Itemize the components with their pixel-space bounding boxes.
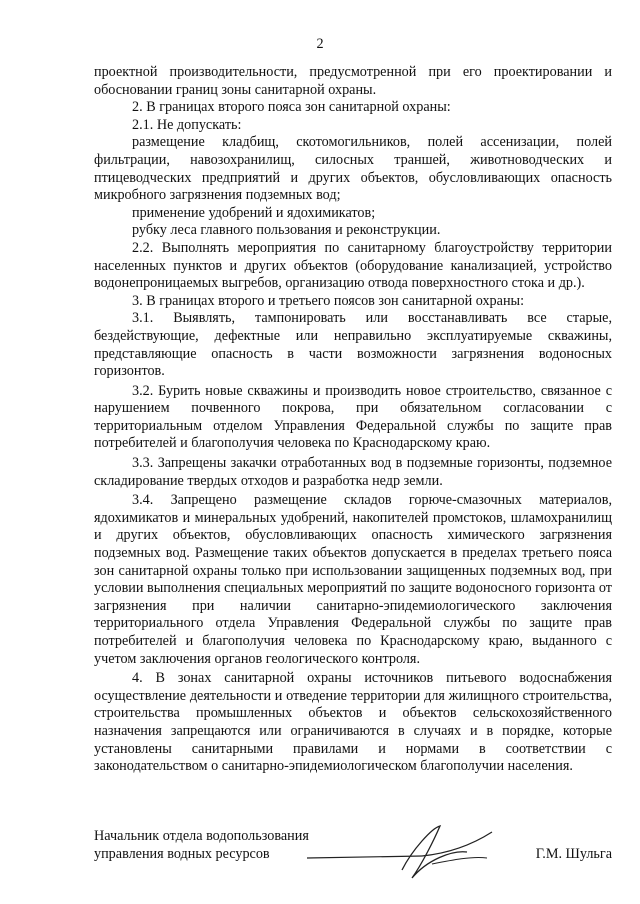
paragraph: 2. В границах второго пояса зон санитарной охраны: <box>132 99 451 116</box>
paragraph: 3.2. Бурить новые скважины и производить новое строительство, связанное с нарушением почвенного покрова, при обязательном согласовании с территориальным отделом Управления Федеральной службы по защите прав потребителей и благополучия человека по Краснодарскому краю. <box>94 382 612 452</box>
paragraph: 3.3. Запрещены закачки отработанных вод в подземные горизонты, подземное складирование твердых отходов и разработка недр земли. <box>94 455 612 489</box>
paragraph: проектной производительности, предусмотренной при его проектировании и обосновании границ зоны санитарной охраны. <box>94 64 612 98</box>
paragraph: 2.2. Выполнять мероприятия по санитарному благоустройству территории населенных пунктов и других объектов (оборудование канализацией, устройство водонепроницаемых выгребов, организацию отвода поверхностного стока и др.). <box>94 239 612 292</box>
signatory-role-line: управления водных ресурсов <box>94 845 270 862</box>
signatory-role-line: Начальник отдела водопользования <box>94 828 309 844</box>
paragraph: рубку леса главного пользования и реконструкции. <box>132 222 441 239</box>
page-number: 2 <box>316 36 324 52</box>
paragraph: 3. В границах второго и третьего поясов зон санитарной охраны: <box>132 292 525 309</box>
paragraph: 4. В зонах санитарной охраны источников питьевого водоснабжения осуществление деятельности и отведение территории для жилищного строительства, строительства промышленных объектов и объектов сельскохозяйственного назначения запрещаются или ограничиваются в случаях и в порядке, которые установлены санитарными правилами и нормами в соответствии с законодательством о санитарно-эпидемиологическом благополучии населения. <box>94 670 612 775</box>
paragraph: применение удобрений и ядохимикатов; <box>132 204 376 221</box>
paragraph: размещение кладбищ, скотомогильников, полей ассенизации, полей фильтрации, навозохранилищ, силосных траншей, животноводческих и птицеводческих предприятий и других объектов, обусловливающих опасность микробного загрязнения подземных вод; <box>94 134 612 204</box>
document-body <box>94 64 612 776</box>
signature-block <box>94 828 612 868</box>
paragraph: 3.4. Запрещено размещение складов горюче-смазочных материалов, ядохимикатов и минеральных удобрений, накопителей промстоков, шламохранилищ и других объектов, обусловливающих опасность химического загрязнения подземных вод. Размещение таких объектов допускается в пределах третьего пояса зон санитарной охраны только при использовании защищенных подземных вод, при условии выполнения специальных мероприятий по защите водоносного горизонта от загрязнения при наличии санитарно-эпидемиологического заключения территориального отдела Управления Федеральной службы по защите прав потребителей и благополучия человека по Краснодарскому краю, выданного с учетом заключения органов геологического контроля. <box>94 492 612 667</box>
paragraph: 3.1. Выявлять, тампонировать или восстанавливать все старые, бездействующие, дефектные или неправильно эксплуатируемые скважины, представляющие опасность в части возможности загрязнения водоносных горизонтов. <box>94 310 612 380</box>
signatory-role <box>94 828 309 863</box>
paragraph: 2.1. Не допускать: <box>132 116 242 133</box>
handwritten-signature <box>302 820 502 890</box>
signatory-name: Г.М. Шульга <box>535 846 612 862</box>
